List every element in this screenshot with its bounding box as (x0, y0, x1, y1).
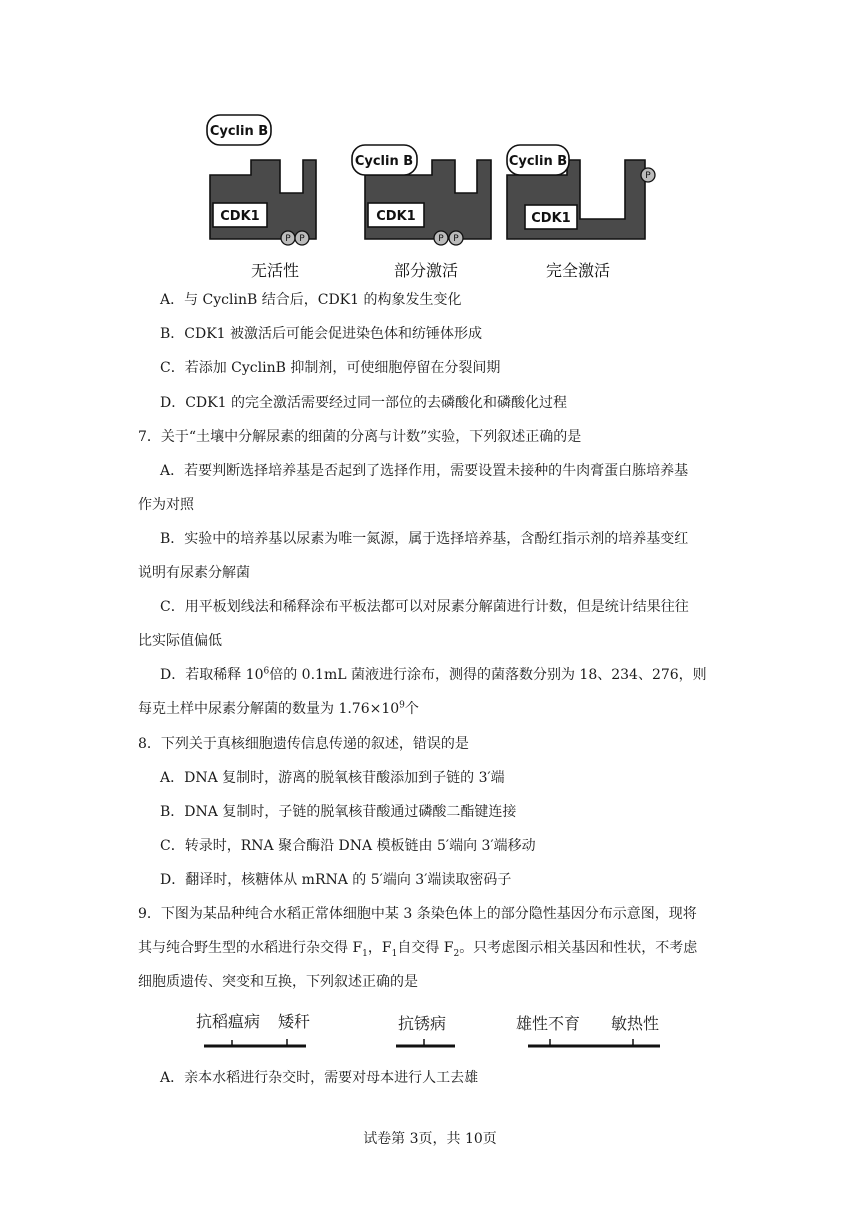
page-footer: 试卷第 3页，共 10页 (363, 1131, 497, 1147)
phosphate-label: P (645, 171, 651, 181)
gene-label-rust: 抗锈病 (398, 1014, 447, 1033)
caption-inactive: 无活性 (250, 261, 300, 280)
cyclin-b-label: Cyclin B (354, 154, 414, 169)
phosphate-label: P (438, 234, 444, 244)
q7-option-b-line2: 说明有尿素分解菌 (138, 565, 250, 581)
gene-label-heat-sensitive: 敏热性 (611, 1014, 660, 1033)
q7-option-c-line1: C．用平板划线法和稀释涂布平板法都可以对尿素分解菌进行计数，但是统计结果往往 (160, 599, 689, 615)
q6-option-a: A．与 CyclinB 结合后，CDK1 的构象发生变化 (160, 292, 462, 308)
phosphate-label: P (299, 234, 305, 244)
q6-option-c: C．若添加 CyclinB 抑制剂，可使细胞停留在分裂间期 (160, 360, 501, 376)
phosphate-label: P (453, 234, 459, 244)
phosphate-label: P (285, 234, 291, 244)
q8-option-c: C．转录时，RNA 聚合酶沿 DNA 模板链由 5′端向 3′端移动 (160, 838, 536, 854)
q7-option-c-line2: 比实际值偏低 (138, 633, 222, 649)
q7-option-d-line1: D．若取稀释 $10^6$倍的 0.1mL 菌液进行涂布，测得的菌落数分别为 18、234、276，则 (160, 666, 707, 683)
cdk1-activation-figure (195, 105, 675, 295)
caption-full: 完全激活 (545, 261, 611, 280)
q7-option-a-line2: 作为对照 (138, 497, 194, 513)
q9-stem-line2: 其与纯合野生型的水稻进行杂交得 $F_1$，$F_1$自交得 $F_2$。只考虑图示相关基因和性状，不考虑 (138, 940, 698, 959)
q7-stem: 7．关于“土壤中分解尿素的细菌的分离与计数”实验，下列叙述正确的是 (138, 429, 582, 445)
q6-option-b: B．CDK1 被激活后可能会促进染色体和纺锤体形成 (160, 326, 483, 342)
q8-option-d: D．翻译时，核糖体从 mRNA 的 5′端向 3′端读取密码子 (160, 872, 512, 888)
chromosome-gene-diagram (190, 1005, 670, 1055)
cdk1-label: CDK1 (376, 209, 416, 224)
q9-stem-line3: 细胞质遗传、突变和互换，下列叙述正确的是 (138, 974, 418, 990)
q8-option-b: B．DNA 复制时，子链的脱氧核苷酸通过磷酸二酯键连接 (160, 804, 517, 820)
q9-stem-line1: 9．下图为某品种纯合水稻正常体细胞中某 3 条染色体上的部分隐性基因分布示意图，现将 (138, 906, 697, 922)
cdk1-label: CDK1 (531, 211, 571, 226)
caption-partial: 部分激活 (393, 261, 459, 280)
q8-stem: 8．下列关于真核细胞遗传信息传递的叙述，错误的是 (138, 736, 469, 752)
q9-option-a: A．亲本水稻进行杂交时，需要对母本进行人工去雄 (160, 1070, 479, 1086)
q8-option-a: A．DNA 复制时，游离的脱氧核苷酸添加到子链的 3′端 (160, 770, 505, 786)
cdk1-label: CDK1 (220, 209, 260, 224)
gene-label-male-sterile: 雄性不育 (516, 1014, 581, 1033)
gene-label-rice-blast: 抗稻瘟病 (196, 1012, 261, 1031)
q6-option-d: D．CDK1 的完全激活需要经过同一部位的去磷酸化和磷酸化过程 (160, 395, 567, 411)
q7-option-b-line1: B．实验中的培养基以尿素为唯一氮源，属于选择培养基，含酚红指示剂的培养基变红 (160, 531, 689, 547)
cyclin-b-label: Cyclin B (508, 154, 568, 169)
gene-label-dwarf: 矮秆 (278, 1012, 311, 1031)
q7-option-d-line2: 每克土样中尿素分解菌的数量为 $1.76\times 10^9$个 (138, 700, 419, 717)
q7-option-a-line1: A．若要判断选择培养基是否起到了选择作用，需要设置未接种的牛肉膏蛋白胨培养基 (160, 463, 689, 479)
cyclin-b-label: Cyclin B (209, 124, 269, 139)
